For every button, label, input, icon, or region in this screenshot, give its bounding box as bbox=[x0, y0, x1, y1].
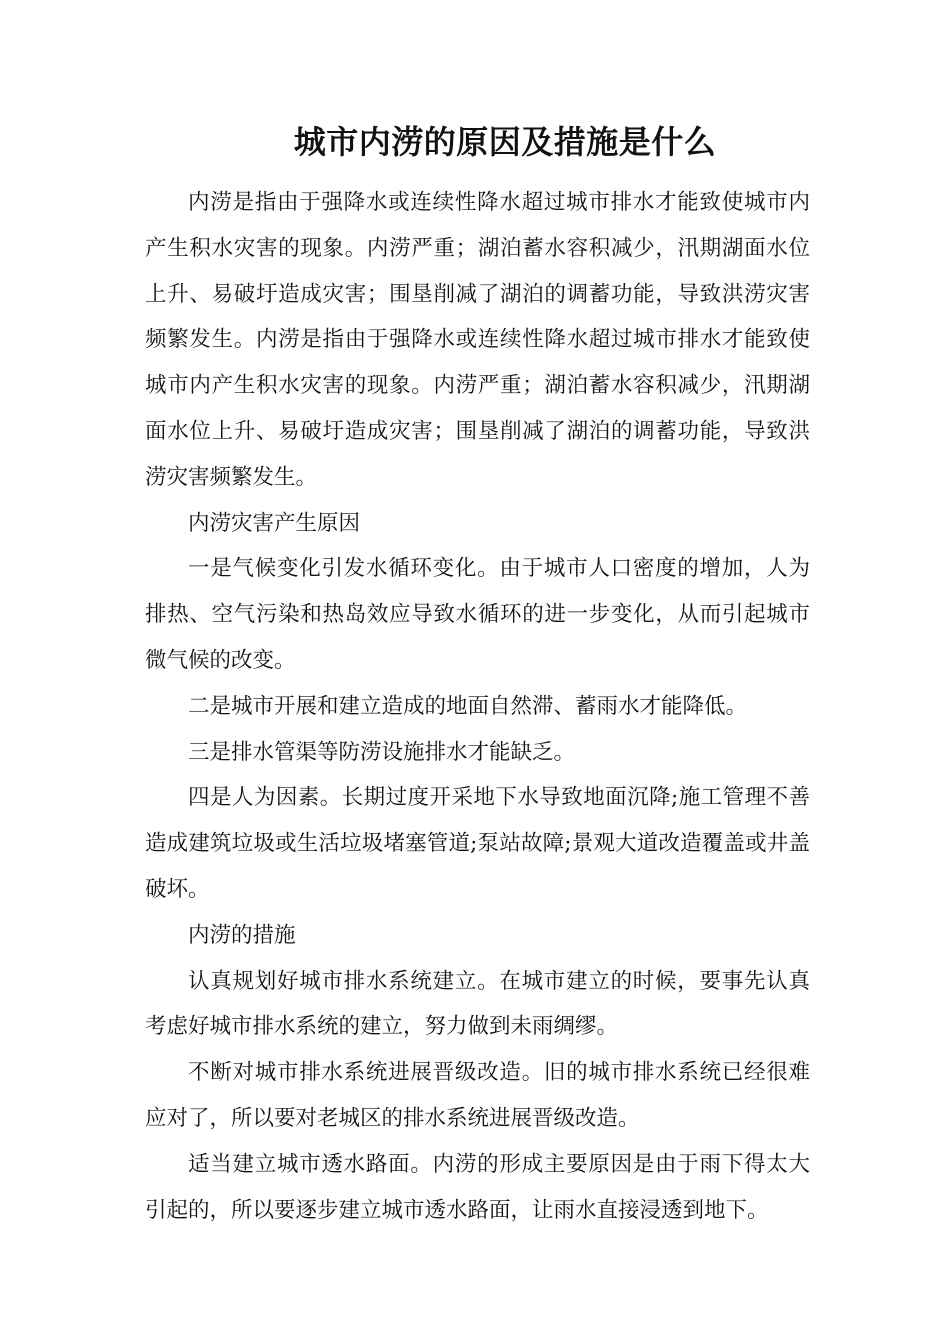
paragraph-measure-3: 适当建立城市透水路面。内涝的形成主要原因是由于雨下得太大引起的，所以要逐步建立城市透水路面，让雨水直接浸透到地下。 bbox=[145, 1151, 810, 1223]
paragraph-measure-1: 认真规划好城市排水系统建立。在城市建立的时候，要事先认真考虑好城市排水系统的建立，努力做到未雨绸缪。 bbox=[145, 968, 810, 1040]
section-heading-measures: 内涝的措施 bbox=[188, 922, 296, 948]
paragraph-measure-2: 不断对城市排水系统进展晋级改造。旧的城市排水系统已经很难应对了，所以要对老城区的排水系统进展晋级改造。 bbox=[145, 1060, 810, 1131]
paragraph-cause-3: 三是排水管渠等防涝设施排水才能缺乏。 bbox=[188, 739, 576, 765]
paragraph-definition: 内涝是指由于强降水或连续性降水超过城市排水才能致使城市内产生积水灾害的现象。内涝严重；湖泊蓄水容积减少，汛期湖面水位上升、易破圩造成灾害；围垦削减了湖泊的调蓄功能，导致洪涝灾害频繁发生。内涝是指由于强降水或连续性降水超过城市排水才能致使城市内产生积水灾害的现象。内涝严重；湖泊蓄水容积减少，汛期湖面水位上升、易破圩造成灾害；围垦削减了湖泊的调蓄功能，导致洪涝灾害频繁发生。 bbox=[145, 190, 810, 490]
paragraph-cause-1: 一是气候变化引发水循环变化。由于城市人口密度的增加，人为排热、空气污染和热岛效应导致水循环的进一步变化，从而引起城市微气候的改变。 bbox=[145, 556, 810, 673]
document-title: 城市内涝的原因及措施是什么 bbox=[293, 123, 717, 161]
paragraph-cause-2: 二是城市开展和建立造成的地面自然滞、蓄雨水才能降低。 bbox=[188, 693, 748, 719]
section-heading-causes: 内涝灾害产生原因 bbox=[188, 510, 361, 536]
document-body bbox=[145, 180, 810, 1233]
paragraph-cause-4: 四是人为因素。长期过度开采地下水导致地面沉降;施工管理不善造成建筑垃圾或生活垃圾堵塞管道;泵站故障;景观大道改造覆盖或井盖破坏。 bbox=[145, 785, 810, 902]
